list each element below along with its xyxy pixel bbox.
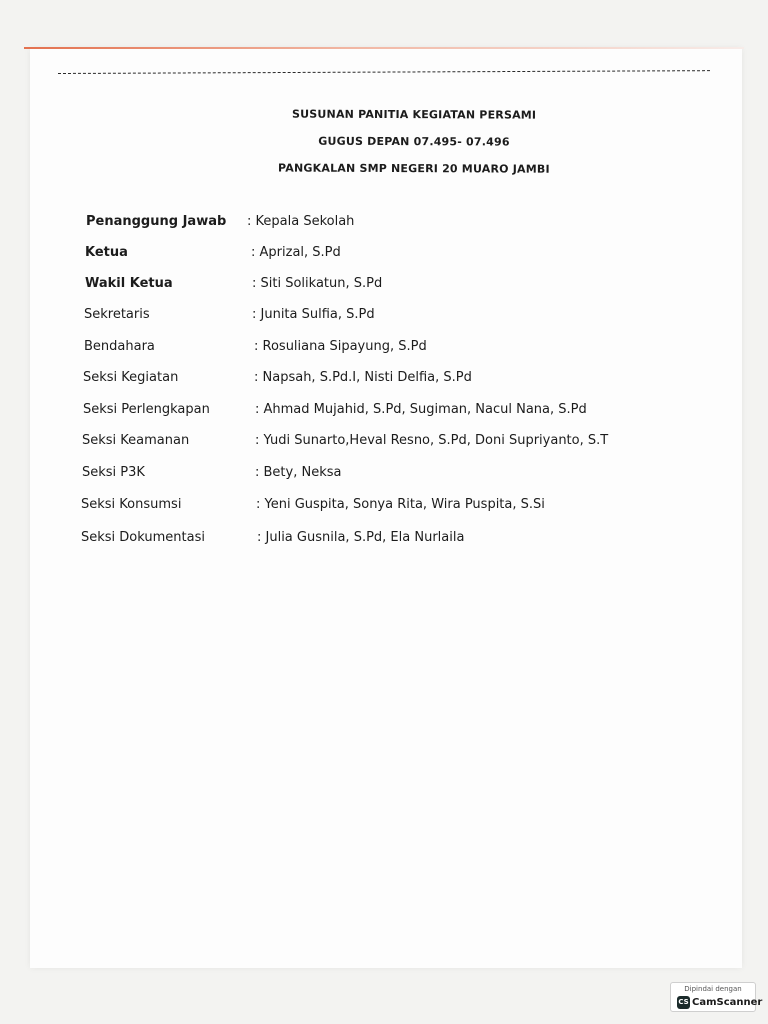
role-label: Ketua	[85, 245, 128, 260]
role-value: : Aprizal, S.Pd	[251, 245, 341, 260]
role-value: : Siti Solikatun, S.Pd	[252, 276, 383, 291]
role-value: : Yeni Guspita, Sonya Rita, Wira Puspita, S.Si	[256, 497, 545, 512]
role-label: Seksi P3K	[82, 465, 145, 480]
watermark-brand: CamScanner	[692, 997, 763, 1008]
role-label: Sekretaris	[84, 307, 150, 322]
role-label: Seksi Keamanan	[82, 433, 190, 448]
role-label: Seksi Dokumentasi	[81, 530, 205, 545]
role-label: Wakil Ketua	[85, 276, 173, 291]
role-value: : Kepala Sekolah	[247, 214, 355, 229]
camscanner-watermark	[670, 982, 763, 1012]
camscanner-logo-icon: CS	[677, 996, 690, 1009]
role-value: : Rosuliana Sipayung, S.Pd	[254, 339, 427, 354]
role-label: Seksi Kegiatan	[83, 370, 179, 385]
document-subtitle-gugus: GUGUS DEPAN 07.495- 07.496	[318, 134, 510, 149]
document-subtitle-pangkalan: PANGKALAN SMP NEGERI 20 MUARO JAMBI	[278, 161, 550, 176]
role-value: : Julia Gusnila, S.Pd, Ela Nurlaila	[257, 530, 465, 545]
document-title: SUSUNAN PANITIA KEGIATAN PERSAMI	[292, 107, 537, 122]
role-label: Seksi Konsumsi	[81, 497, 182, 512]
role-value: : Yudi Sunarto,Heval Resno, S.Pd, Doni Supriyanto, S.T	[255, 433, 609, 448]
role-label: Seksi Perlengkapan	[83, 402, 210, 417]
page-top-edge	[24, 47, 744, 49]
watermark-caption: Dipindai dengan	[684, 985, 742, 993]
role-label: Bendahara	[84, 339, 155, 354]
role-label: Penanggung Jawab	[86, 214, 227, 229]
role-value: : Ahmad Mujahid, S.Pd, Sugiman, Nacul Nana, S.Pd	[255, 402, 587, 417]
role-value: : Junita Sulfia, S.Pd	[252, 307, 375, 322]
role-value: : Bety, Neksa	[255, 465, 342, 480]
document-header	[0, 106, 768, 190]
role-value: : Napsah, S.Pd.I, Nisti Delfia, S.Pd	[254, 370, 472, 385]
